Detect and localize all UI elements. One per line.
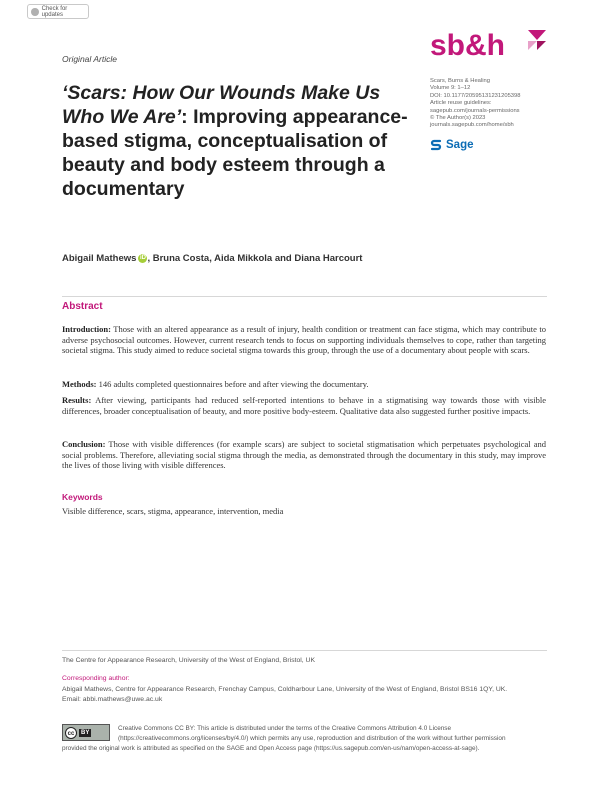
- title-italic-part: ‘Scars: How Our Wounds Make Us Who We Are’: [62, 82, 381, 128]
- journal-logo: [430, 26, 548, 66]
- license-text-line2: provided the original work is attributed as specified on the SAGE and Open Access page (https://us.sagepub.com/en-us/nam/open-access-at-sage).: [62, 745, 480, 752]
- sage-icon: [430, 139, 442, 151]
- abstract-results: [62, 395, 546, 416]
- journal-logo-text: sb&h: [430, 29, 505, 62]
- article-title: [62, 81, 412, 201]
- abstract-introduction: [62, 324, 546, 356]
- abstract-heading: Abstract: [62, 301, 103, 312]
- update-icon: [31, 8, 39, 16]
- divider: [62, 650, 547, 651]
- by-icon: BY: [81, 729, 90, 736]
- journal-meta: [430, 78, 560, 130]
- section-label: Conclusion:: [62, 439, 106, 449]
- check-for-updates-label: Check for updates: [41, 5, 68, 18]
- journal-home-link[interactable]: journals.sagepub.com/home/sbh: [430, 122, 514, 129]
- article-type: Original Article: [62, 54, 117, 64]
- section-label: Introduction:: [62, 324, 111, 334]
- publisher-logo: [430, 139, 474, 151]
- author-list: [62, 251, 392, 267]
- journal-volume: Volume 9: 1–12: [430, 85, 471, 92]
- title-rest: : Improving appearance-based stigma, conceptualisation of beauty and body esteem through a documentary: [62, 106, 408, 200]
- corresponding-email[interactable]: Email: abbi.mathews@uwe.ac.uk: [62, 695, 163, 703]
- corresponding-author-label: Corresponding author:: [62, 675, 130, 682]
- orcid-icon[interactable]: iD: [139, 254, 146, 261]
- section-label: Methods:: [62, 379, 97, 389]
- author-first: Abigail Mathews: [62, 253, 137, 264]
- section-text: 146 adults completed questionnaires before and after viewing the documentary.: [96, 379, 369, 389]
- abstract-methods: [62, 379, 546, 390]
- license-notice: [62, 722, 547, 758]
- affiliation: The Centre for Appearance Research, University of the West of England, Bristol, UK: [62, 657, 315, 664]
- section-text: After viewing, participants had reduced self-reported intentions to behave in a stigmatising way towards those with visible differences, broader conceptualisation of beauty, and more positive body-esteem. Qualitative data also suggested further positive impacts.: [62, 395, 546, 416]
- section-label: Results:: [62, 395, 92, 405]
- corresponding-address: Abigail Mathews, Centre for Appearance Research, Frenchay Campus, Coldharbour Lane, University of the West of England, Bristol BS16 1QY, UK.: [62, 686, 508, 693]
- author-rest: , Bruna Costa, Aida Mikkola and Diana Harcourt: [147, 253, 363, 264]
- cc-icon: cc: [65, 727, 77, 739]
- journal-doi[interactable]: DOI: 10.1177/20595131231205398: [430, 92, 521, 99]
- journal-logo-graphic: [430, 26, 548, 66]
- check-for-updates-badge[interactable]: [27, 4, 89, 19]
- section-text: Those with visible differences (for example scars) are subject to societal stigmatisation which perpetuates psychological and social problems. Therefore, alleviating social stigma through the media, as demonstrated through the documentary in this study, may improve the lives of those living with visible differences.: [62, 439, 546, 470]
- license-text-line1: Creative Commons CC BY: This article is distributed under the terms of the Creative Commons Attribution 4.0 License (https://creativecommons.org/licenses/by/4.0/) which permits any use, reproduction and distribution of the work without further permission: [118, 725, 506, 743]
- keywords-heading: Keywords: [62, 492, 103, 502]
- reuse-guidelines-label: Article reuse guidelines:: [430, 100, 492, 107]
- corresponding-author-details: [62, 685, 552, 704]
- copyright: © The Author(s) 2023: [430, 115, 486, 122]
- journal-name: Scars, Burns & Healing: [430, 78, 490, 84]
- abstract-conclusion: [62, 439, 546, 471]
- permissions-link[interactable]: sagepub.com/journals-permissions: [430, 107, 520, 114]
- publisher-name: Sage: [446, 139, 474, 151]
- keywords-text: Visible difference, scars, stigma, appearance, intervention, media: [62, 506, 284, 516]
- cc-by-badge[interactable]: [62, 724, 110, 741]
- section-text: Those with an altered appearance as a result of injury, health condition or treatment can face stigma, which may contribute to adverse psychosocial outcomes. However, current research tends to focus on supporting individuals themselves to cope, rather than targeting societal stigma. This study aimed to reduce societal stigma towards this group, through the use of a documentary about people with scars.: [62, 324, 546, 355]
- divider: [62, 296, 547, 297]
